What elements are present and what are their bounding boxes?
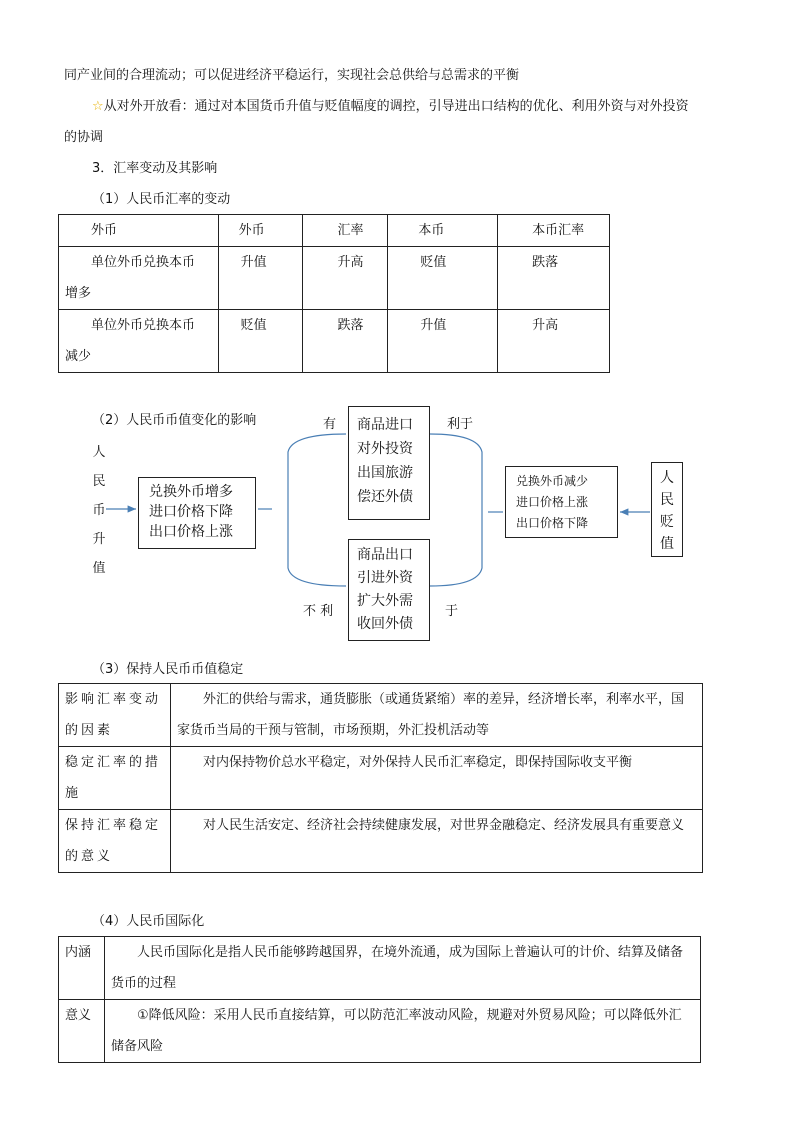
subsection-4-title: （4）人民币国际化: [92, 914, 205, 929]
row-label: 影响汇率变动的因素: [59, 684, 171, 747]
left-vertical-label: 人民币升值: [92, 445, 106, 576]
table-cell: 升高: [303, 247, 388, 310]
row-label: 内涵: [59, 937, 105, 1000]
stability-table: [58, 683, 703, 873]
label-liyu: 利于: [447, 417, 474, 432]
table-cell: 升高: [498, 310, 610, 373]
table-cell: 贬值: [218, 310, 303, 373]
star-icon: ☆: [92, 99, 104, 114]
right-vertical-box: 人 民 贬 值: [651, 462, 683, 557]
right-box: 兑换外币减少 进口价格上涨 出口价格下降: [505, 466, 618, 538]
row-label: 单位外币兑换本币 增多: [59, 247, 219, 310]
label-yu: 于: [445, 604, 459, 619]
header-cell: 外币: [218, 215, 303, 247]
intro-line-2: 从对外开放看：通过对本国货币升值与贬值幅度的调控，引导进出口结构的优化、利用外资与对外投资: [103, 99, 689, 114]
table-cell: 跌落: [303, 310, 388, 373]
table-cell: 贬值: [388, 247, 498, 310]
intro-line-3: 的协调: [64, 130, 104, 145]
left-bracket: [288, 434, 346, 586]
table-row: [59, 684, 703, 747]
row-label: 单位外币兑换本币 减少: [59, 310, 219, 373]
header-cell: 外币: [59, 215, 219, 247]
subsection-1-title: （1）人民币汇率的变动: [92, 192, 231, 207]
row-content: 对人民生活安定、经济社会持续健康发展，对世界金融稳定、经济发展具有重要意义: [171, 810, 703, 873]
row-label: 稳定汇率的措施: [59, 747, 171, 810]
bottom-box: 商品出口 引进外资 扩大外需 收回外债: [348, 539, 430, 641]
header-cell: 本币: [388, 215, 498, 247]
table-cell: 跌落: [498, 247, 610, 310]
internationalization-table: [58, 936, 701, 1063]
row-label: 保持汇率稳定的意义: [59, 810, 171, 873]
top-box: 商品进口 对外投资 出国旅游 偿还外债: [348, 406, 430, 520]
row-content: 对内保持物价总水平稳定，对外保持人民币汇率稳定，即保持国际收支平衡: [171, 747, 703, 810]
right-bracket: [430, 434, 482, 586]
table-row: [59, 810, 703, 873]
table-row: [59, 1000, 701, 1063]
intro-line-1: 同产业间的合理流动；可以促进经济平稳运行，实现社会总供给与总需求的平衡: [64, 68, 520, 83]
table-row: [59, 937, 701, 1000]
row-content: 外汇的供给与需求，通货膨胀（或通货紧缩）率的差异，经济增长率，利率水平，国家货币当局的干预与管制，市场预期，外汇投机活动等: [171, 684, 703, 747]
table-cell: 升值: [388, 310, 498, 373]
label-buli: 不 利: [303, 604, 334, 619]
row-label: 意义: [59, 1000, 105, 1063]
section-3-title: 3．汇率变动及其影响: [92, 161, 218, 176]
diagram-title: （2）人民币币值变化的影响: [92, 413, 257, 428]
header-cell: 本币汇率: [498, 215, 610, 247]
row-content: ①降低风险：采用人民币直接结算，可以防范汇率波动风险，规避对外贸易风险；可以降低外汇储备风险: [105, 1000, 701, 1063]
table-cell: 升值: [218, 247, 303, 310]
table-row: [59, 747, 703, 810]
header-cell: 汇率: [303, 215, 388, 247]
left-box: 兑换外币增多 进口价格下降 出口价格上涨: [138, 477, 256, 549]
subsection-3-title: （3）保持人民币币值稳定: [92, 662, 244, 677]
label-you: 有: [323, 417, 337, 432]
row-content: 人民币国际化是指人民币能够跨越国界，在境外流通，成为国际上普遍认可的计价、结算及储备货币的过程: [105, 937, 701, 1000]
